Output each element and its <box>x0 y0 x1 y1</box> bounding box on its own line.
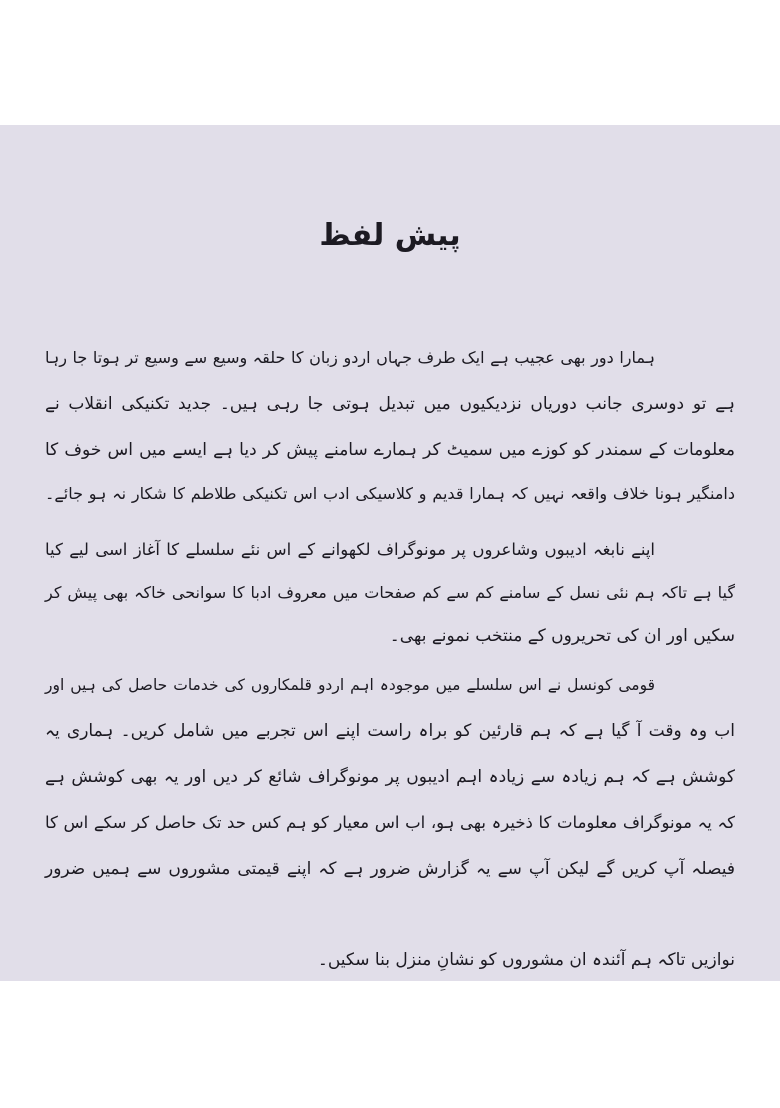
text-line: فیصلہ آپ کریں گے لیکن آپ سے یہ گزارش ضرور ہے کہ اپنے قیمتی مشوروں سے ہمیں ضرور <box>45 859 735 879</box>
text-line: اپنے نابغہ ادیبوں وشاعروں پر مونوگراف لکھوانے کے اس نئے سلسلے کا آغاز اسی لیے کیا <box>45 540 655 559</box>
text-line: ہمارا دور بھی عجیب ہے ایک طرف جہاں اردو زبان کا حلقہ وسیع سے وسیع تر ہوتا جا رہا <box>45 348 655 367</box>
text-line: کہ یہ مونوگراف معلومات کا ذخیرہ بھی ہو، اب اس معیار کو ہم کس حد تک حاصل کر سکے اس کا <box>45 813 735 832</box>
page-title: پیش لفظ <box>319 218 461 253</box>
text-line: معلومات کے سمندر کو کوزے میں سمیٹ کر ہمارے سامنے پیش کر دیا ہے ایسے میں اس خوف کا <box>45 440 735 460</box>
text-line: قومی کونسل نے اس سلسلے میں موجودہ اہم اردو قلمکاروں کی خدمات حاصل کی ہیں اور <box>45 676 655 694</box>
text-line: دامنگیر ہونا خلاف واقعہ نہیں کہ ہمارا قدیم و کلاسیکی ادب اس تکنیکی طلاطم کا شکار نہ ہو جائے۔ <box>45 484 735 503</box>
text-line: اب وہ وقت آ گیا ہے کہ ہم قارئین کو براہ راست اپنے اس تجربے میں شامل کریں۔ ہماری یہ <box>45 721 735 741</box>
text-line: ہے تو دوسری جانب دوریاں نزدیکیوں میں تبدیل ہوتی جا رہی ہیں۔ جدید تکنیکی انقلاب نے <box>45 394 735 414</box>
text-line: نوازیں تاکہ ہم آئندہ ان مشوروں کو نشانِ منزل بنا سکیں۔ <box>317 950 735 970</box>
text-line: سکیں اور ان کی تحریروں کے منتخب نمونے بھی۔ <box>389 626 735 646</box>
text-line: کوشش ہے کہ ہم زیادہ سے زیادہ اہم ادیبوں پر مونوگراف شائع کر دیں اور یہ بھی کوشش ہے <box>45 767 735 787</box>
text-line: گیا ہے تاکہ ہم نئی نسل کے سامنے کم سے کم صفحات میں معروف ادبا کا سوانحی خاکہ بھی پیش کر <box>45 583 735 602</box>
